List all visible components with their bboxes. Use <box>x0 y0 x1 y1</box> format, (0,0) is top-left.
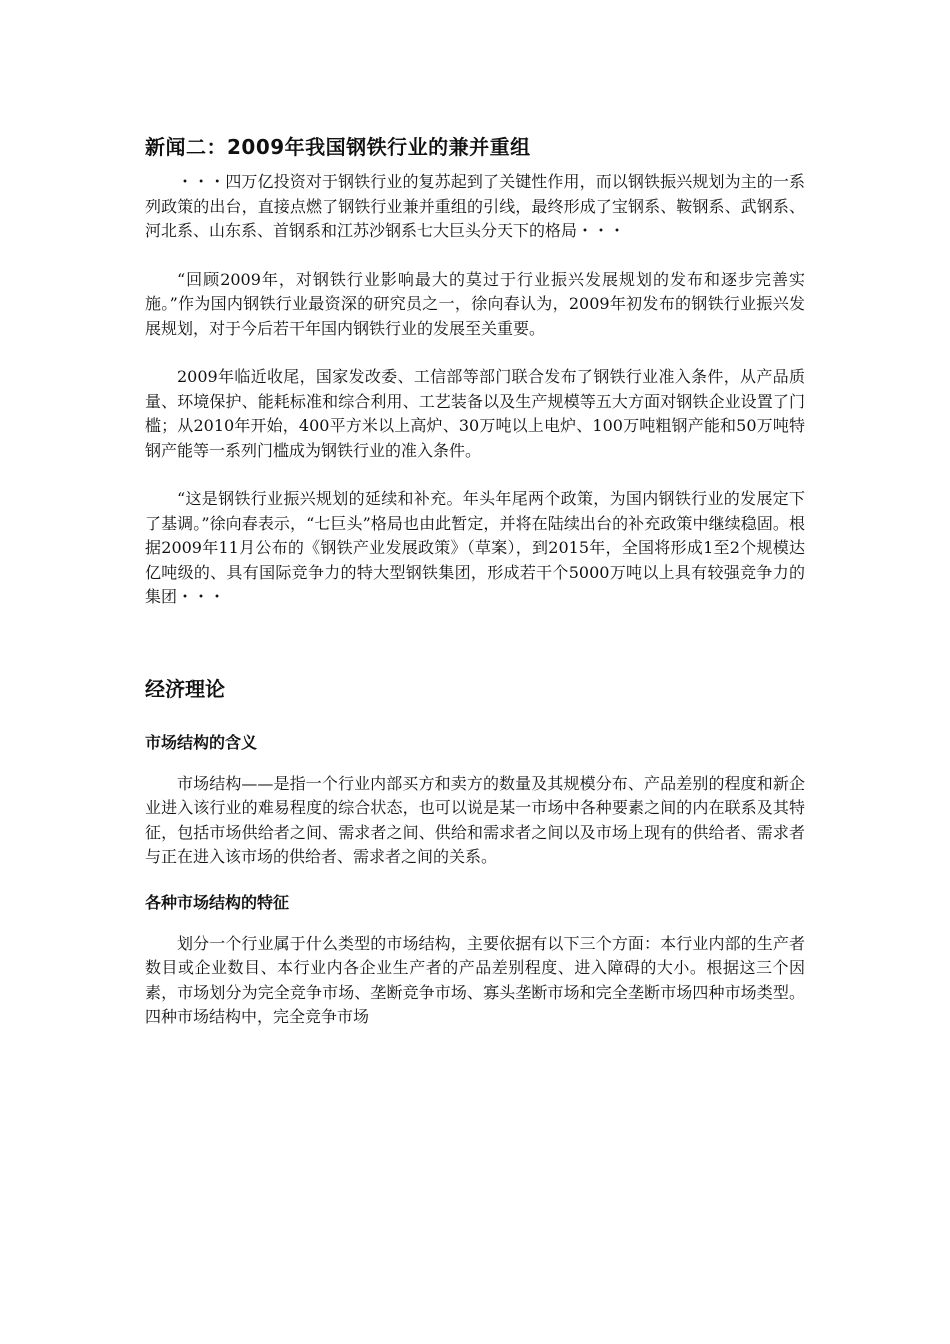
document-page <box>145 132 805 1030</box>
news-paragraph-3: 2009年临近收尾，国家发改委、工信部等部门联合发布了钢铁行业准入条件，从产品质量、环境保护、能耗标准和综合利用、工艺装备以及生产规模等五大方面对钢铁企业设置了门槛；从2010年开始，400平方米以上高炉、30万吨以上电炉、100万吨粗钢产能和50万吨特钢产能等一系列门槛成为钢铁行业的准入条件。 <box>145 367 805 460</box>
news-paragraph-4: “这是钢铁行业振兴规划的延续和补充。年头年尾两个政策，为国内钢铁行业的发展定下了基调。”徐向春表示，“七巨头”格局也由此暂定，并将在陆续出台的补充政策中继续稳固。根据2009年11月公布的《钢铁产业发展政策》（草案），到2015年，全国将形成1至2个规模达亿吨级的、具有国际竞争力的特大型钢铁集团，形成若干个5000万吨以上具有较强竞争力的集团・・・ <box>145 489 805 606</box>
news-paragraph-1: ・・・四万亿投资对于钢铁行业的复苏起到了关键性作用，而以钢铁振兴规划为主的一系列政策的出台，直接点燃了钢铁行业兼并重组的引线，最终形成了宝钢系、鞍钢系、武钢系、河北系、山东系、首钢系和江苏沙钢系七大巨头分天下的格局・・・ <box>145 172 805 240</box>
section-paragraph-market-structure: 市场结构——是指一个行业内部买方和卖方的数量及其规模分布、产品差别的程度和新企业进入该行业的难易程度的综合状态，也可以说是某一市场中各种要素之间的内在联系及其特征，包括市场供给者之间、需求者之间、供给和需求者之间以及市场上现有的供给者、需求者与正在进入该市场的供给者、需求者之间的关系。 <box>145 773 805 866</box>
section-paragraph-market-features: 划分一个行业属于什么类型的市场结构，主要依据有以下三个方面：本行业内部的生产者数目或企业数目、本行业内各企业生产者的产品差别程度、进入障碍的大小。根据这三个因素，市场划分为完全竞争市场、垄断竞争市场、寡头垄断市场和完全垄断市场四种市场类型。四种市场结构中，完全竞争市场 <box>145 933 805 1026</box>
section-heading-market-features: 各种市场结构的特征 <box>145 892 290 912</box>
theory-title: 经济理论 <box>145 676 225 701</box>
news-paragraph-2: “回顾2009年，对钢铁行业影响最大的莫过于行业振兴发展规划的发布和逐步完善实施。”作为国内钢铁行业最资深的研究员之一，徐向春认为，2009年初发布的钢铁行业振兴发展规划，对于今后若干年国内钢铁行业的发展至关重要。 <box>145 269 805 338</box>
news-title: 新闻二：2009年我国钢铁行业的兼并重组 <box>145 135 531 159</box>
section-heading-market-structure: 市场结构的含义 <box>145 732 258 752</box>
